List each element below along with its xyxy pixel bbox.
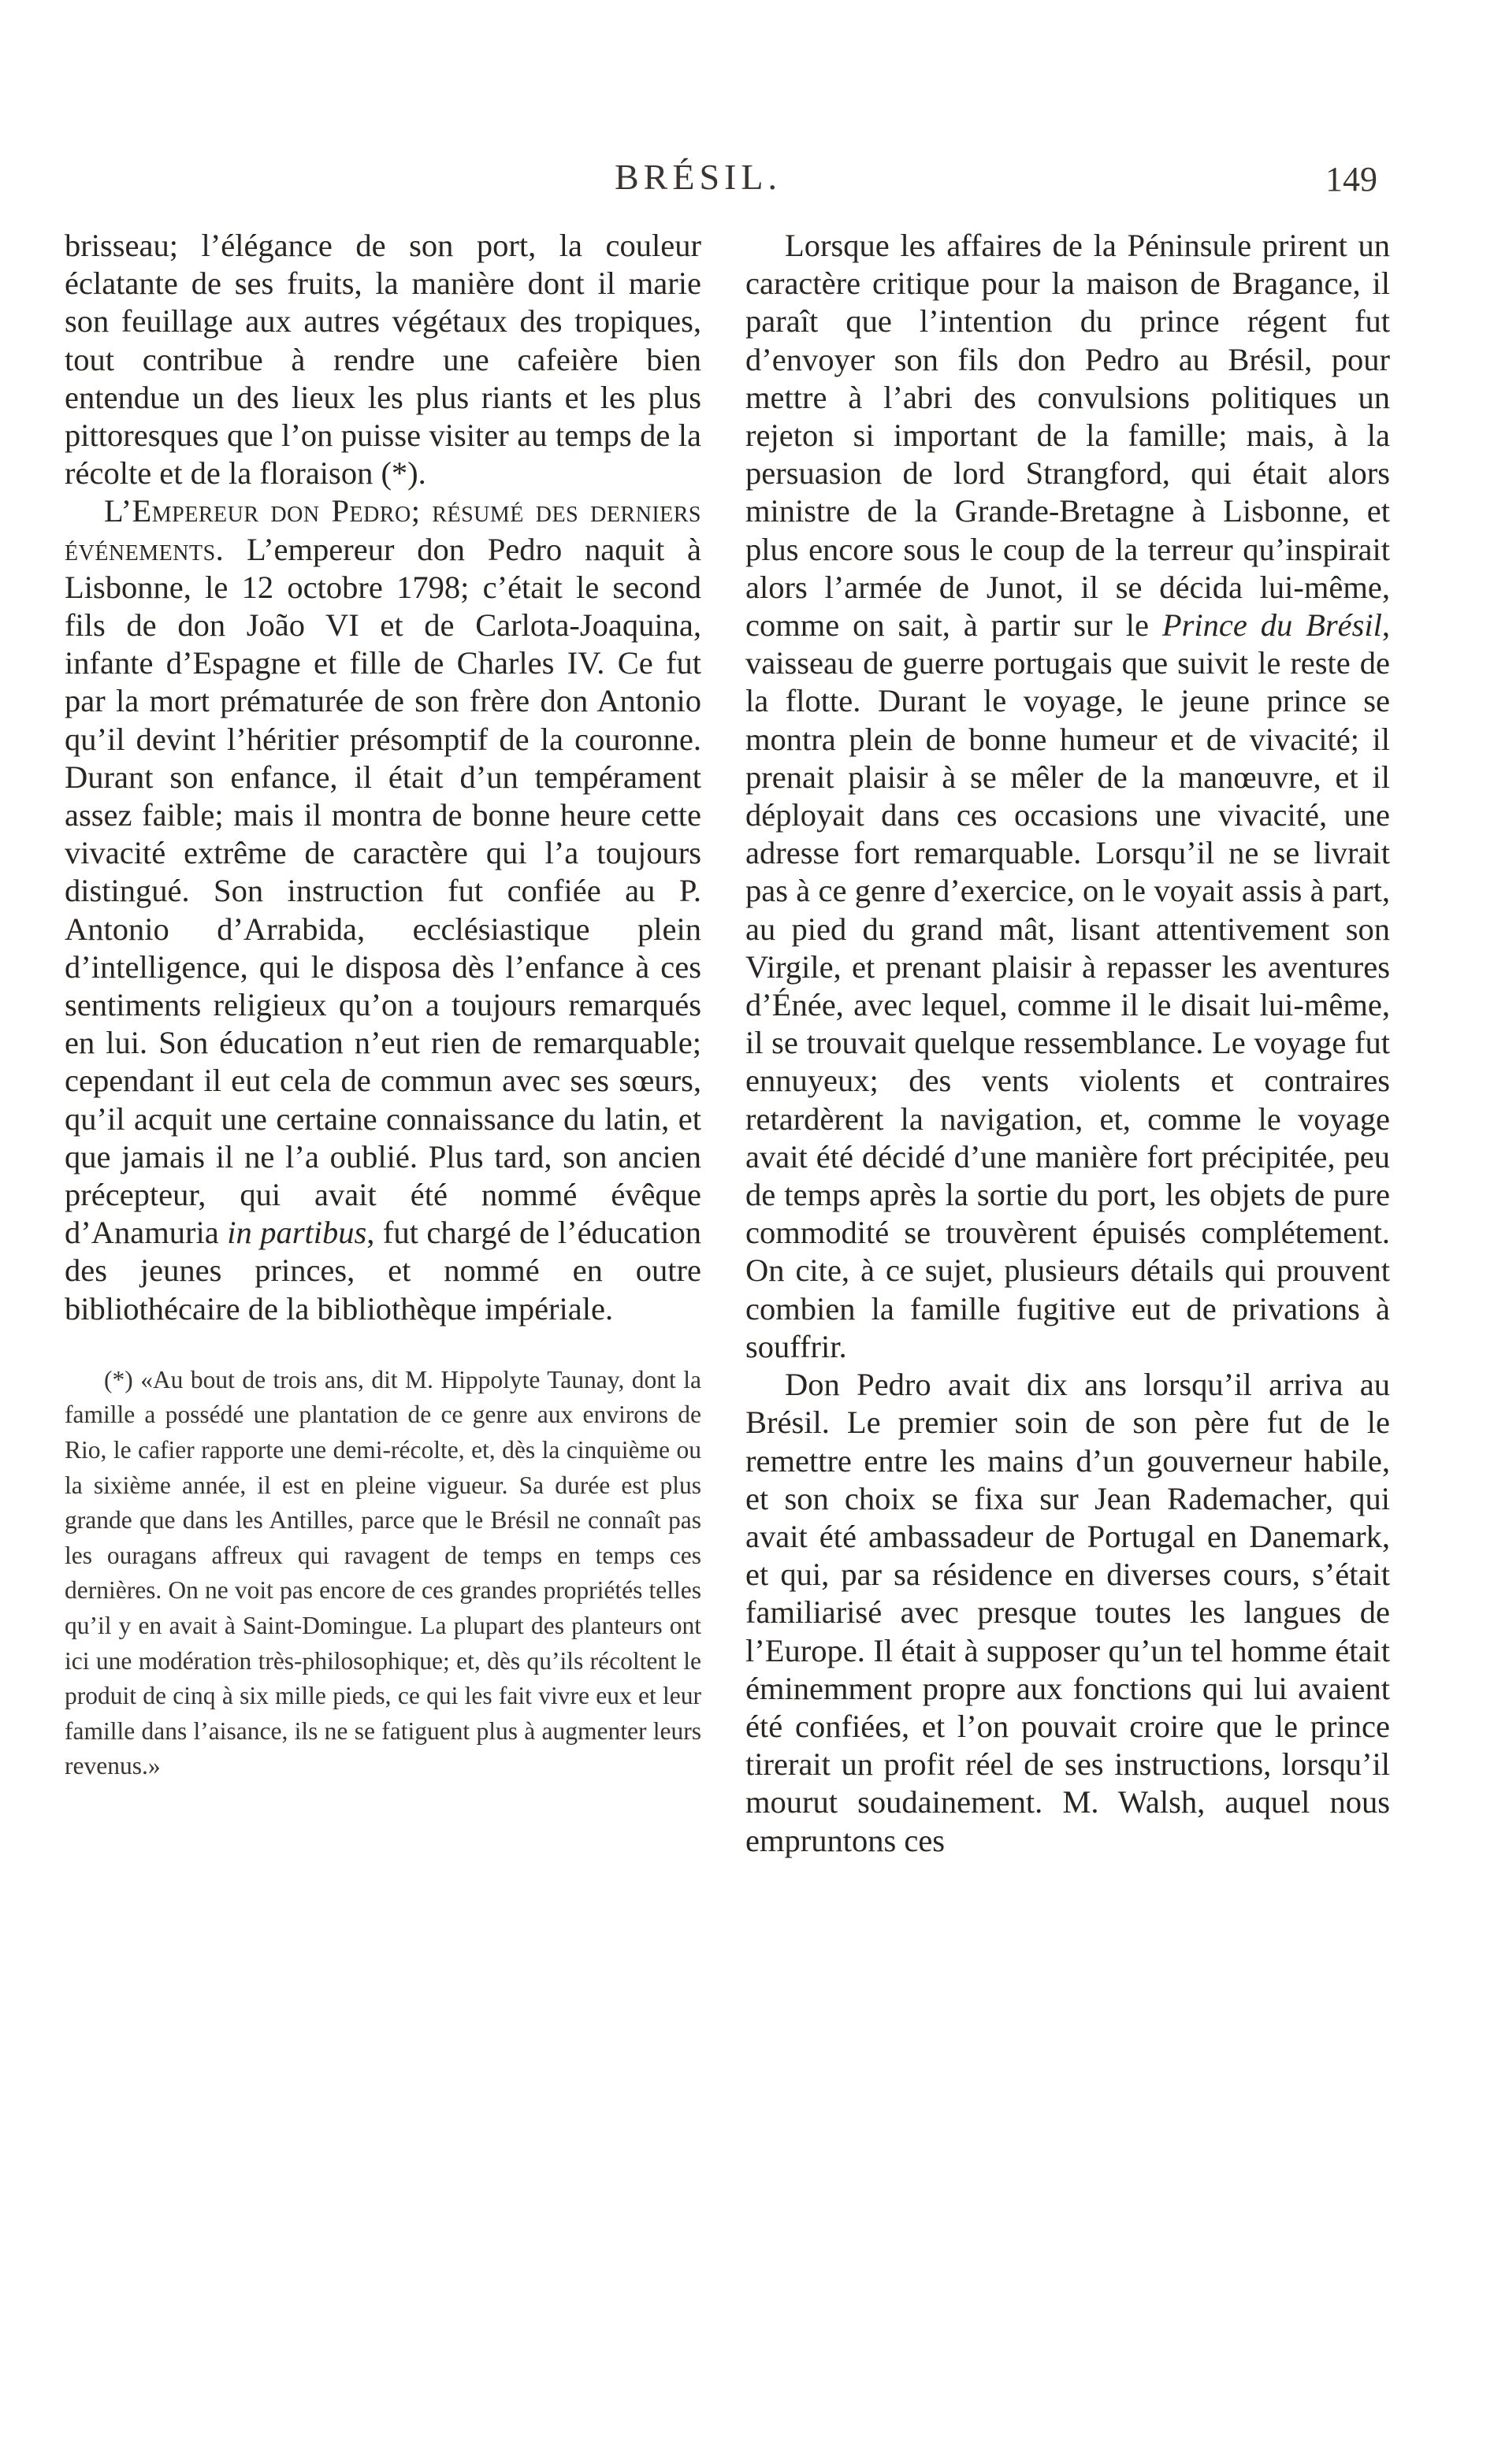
paragraph-emperor-don-pedro [65,492,701,1327]
page-number: 149 [1325,160,1377,199]
paragraph-peninsula-text-a: Lorsque les affaires de la Péninsule prirent un caractère critique pour la maison de Bragance, il paraît que l’intention du prince régent fut d’envoyer son fils don Pedro au Brésil, pour mettre à l’abri des convulsions politiques un rejeton si important de la famille; mais, à la persuasion de lord Strangford, qui était alors ministre de la Grande-Bretagne à Lisbonne, et plus encore sous le coup de la terreur qu’inspirait alors l’armée de Junot, il se décida lui-même, comme on sait, à partir sur le [745,228,1390,644]
italic-prince-du-bresil: Prince du Brésil [1161,607,1382,644]
paragraph-peninsula-text-b: , vaisseau de guerre portugais que suivit le reste de la flotte. Durant le voyage, le jeune prince se montra plein de bonne humeur et de vivacité; il prenait plaisir à se mêler de la manœuvre, et il déployait dans ces occasions une vivacité, une adresse fort remarquable. Lorsqu’il ne se livrait pas à ce genre d’exercice, on le voyait assis à part, au pied du grand mât, lisant attentivement son Virgile, et prenant plaisir à repasser les aventures d’Énée, avec lequel, comme il le disait lui-même, il se trouvait quelque ressemblance. Le voyage fut ennuyeux; des vents violents et contraires retardèrent la navigation, et, comme le voyage avait été décidé d’une manière fort précipitée, peu de temps après la sortie du port, les objets de pure commodité se trouvèrent épuisés complétement. On cite, à ce sujet, plusieurs détails qui prouvent combien la famille fugitive eut de privations à souffrir. [745,607,1390,1364]
left-column [65,227,701,1784]
paragraph-emperor-text-a: L’empereur don Pedro naquit à Lisbonne, le 12 octobre 1798; c’était le second fils de don João VI et de Carlota-Joaquina, infante d’Espagne et fille de Charles IV. Ce fut par la mort prématurée de son frère don Antonio qu’il devint l’héritier présomptif de la couronne. Durant son enfance, il était d’un tempérament assez faible; mais il montra de bonne heure cette vivacité extrême de caractère qui l’a toujours distingué. Son instruction fut confiée au P. Antonio d’Arrabida, ecclésiastique plein d’intelligence, qui le disposa dès l’enfance à ces sentiments religieux qu’on a toujours remarqués en lui. Son éducation n’eut rien de remarquable; cependant il eut cela de commun avec ses sœurs, qu’il acquit une certaine connaissance du latin, et que jamais il ne l’a oublié. Plus tard, son ancien précepteur, qui avait été nommé évêque d’Anamuria [65,531,701,1251]
italic-in-partibus: in partibus [227,1215,367,1251]
running-head [0,156,1494,211]
running-title: BRÉSIL. [615,157,782,197]
paragraph-emperor-text-b: , fut chargé de l’éducation des jeunes princes, et nommé en outre bibliothécaire de la bibliothèque impériale. [65,1215,701,1327]
paragraph-peninsula-affairs [745,227,1390,1366]
right-column [745,227,1390,1860]
footnote-taunay: (*) «Au bout de trois ans, dit M. Hippolyte Taunay, dont la famille a possédé une plantation de ce genre aux environs de Rio, le cafier rapporte une demi-récolte, et, dès la cinquième ou la sixième année, il est en pleine vigueur. Sa durée est plus grande que dans les Antilles, parce que le Brésil ne connaît pas les ouragans affreux qui ravagent de temps en temps ces dernières. On ne voit pas encore de ces grandes propriétés telles qu’il y en avait à Saint-Domingue. La plupart des planteurs ont ici une modération très-philosophique; et, dès qu’ils récoltent le produit de cinq à six mille pieds, ce qui les fait vivre eux et leur famille dans l’aisance, ils ne se fatiguent plus à augmenter leurs revenus.» [65,1365,701,1780]
paragraph-arrival-brazil: Don Pedro avait dix ans lorsqu’il arriva au Brésil. Le premier soin de son père fut de le remettre entre les mains d’un gouverneur habile, et son choix se fixa sur Jean Rademacher, qui avait été ambassadeur de Portugal en Danemark, et qui, par sa résidence en diverses cours, s’était familiarisé avec presque toutes les langues de l’Europe. Il était à supposer qu’un tel homme était éminemment propre aux fonctions qui lui avaient été confiées, et l’on pouvait croire que le prince tirerait un profit réel de ses instructions, lorsqu’il mourut soudainement. M. Walsh, auquel nous empruntons ces [745,1367,1390,1858]
section-heading-emperor: L’Empereur don Pedro; résumé des derniers événements. [65,493,701,567]
paragraph-coffee-plantation: brisseau; l’élégance de son port, la couleur éclatante de ses fruits, la manière dont il marie son feuillage aux autres végétaux des tropiques, tout contribue à rendre une cafeière bien entendue un des lieux les plus riants et les plus pittoresques que l’on puisse visiter au temps de la récolte et de la floraison (*). [65,228,701,492]
